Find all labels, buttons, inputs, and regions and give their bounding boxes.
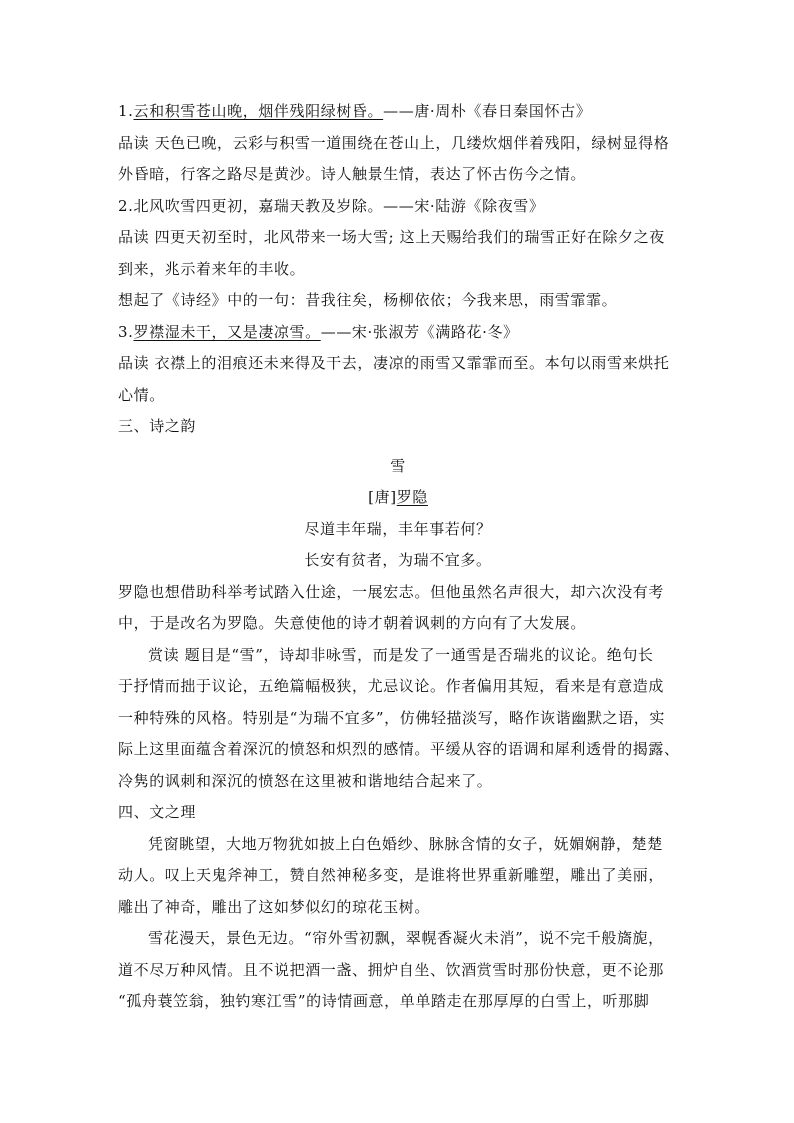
poem-title: 雪 [390,456,406,475]
poem-2-reading-text: 四更天初至时，北风带来一场大雪; 这上天赐给我们的瑞雪正好在除夕之夜 [154,228,665,246]
poem-2-source: ——宋·陆游《除夜雪》 [383,196,545,215]
poem-2-reading [118,222,678,254]
bio-line-1: 罗隐也想借助科举考试踏入仕途，一展宏志。但他虽然名声很大，却六次没有考 [118,582,665,601]
poem-line-1: 尽道丰年瑞，丰年事若何？ [304,519,492,538]
bio-line-2: 中，于是改名为罗隐。失意使他的诗才朝着讽刺的方向有了大发展。 [118,614,587,632]
reading-label: 品读 [118,228,150,246]
reading-label: 品读 [118,354,150,372]
para2-line-2: 道不尽万种风情。且不说把酒一盏、拥炉自坐、饮酒赏雪时那份快意，更不论那 [118,960,665,979]
poem-3-reading-text: 衣襟上的泪痕还未来得及干去，凄凉的雨雪又霏霏而至。本句以雨雪来烘托 [154,354,670,372]
poem-3-reading-cont: 心情。 [118,385,165,404]
poem-1-reading-text: 天色已晚，云彩与积雪一道围绕在苍山上，几缕炊烟伴着残阳，绿树显得格 [154,133,670,152]
para1-line-1: 凭窗眺望，大地万物犹如披上白色婚纱、脉脉含情的女子，妩媚娴静，楚楚 [148,834,663,853]
poem-3-number: 3. [118,322,134,341]
poem-author: 罗隐 [396,488,428,506]
poem-1-heading [118,96,678,128]
appreciation-line-4: 际上这里面蕴含着深沉的愤怒和炽烈的感情。平缓从容的语调和犀利透骨的揭露、 [118,740,680,758]
appreciation-line-3: 一种特殊的风格。特别是“为瑞不宜多”，仿佛轻描淡写，略作诙谐幽默之语，实 [118,708,665,727]
poem-3-source: ——宋·张淑芳《满路花·冬》 [320,322,519,341]
appreciation-line-2: 于抒情而拙于议论，五绝篇幅极狭，尤忌议论。作者偏用其短，看来是有意造成 [118,677,665,695]
poem-line-2: 长安有贫者，为瑞不宜多。 [304,551,492,569]
para1-line-3: 雕出了神奇，雕出了这如梦似幻的琼花玉树。 [118,897,431,916]
poem-author-line [118,482,678,514]
appreciation-text: 题目是“雪”，诗却非咏雪，而是发了一通雪是否瑞兆的议论。绝句长 [184,645,654,664]
appreciation-line-5: 冷隽的讽刺和深沉的愤怒在这里被和谐地结合起来了。 [118,771,493,790]
appreciation-line-1 [118,640,678,672]
poem-2-heading [118,191,678,223]
reading-label: 品读 [118,133,150,152]
poem-3-heading [118,317,678,349]
para1-line-2: 动人。叹上天鬼斧神工，赞自然神秘多变，是谁将世界重新雕塑，雕出了美丽， [118,866,665,884]
poem-3-line: 罗襟湿未干，又是凄凉雪。 [133,322,321,341]
poem-2-number: 2. [118,196,134,215]
poem-1-reading [118,128,678,160]
para2-line-1: 雪花漫天，景色无边。“帘外雪初飘，翠幌香凝火未消”，说不完千般旖旎， [148,929,664,947]
appreciation-label: 赏读 [148,645,180,664]
poem-1-number: 1. [118,102,134,120]
poem-3-reading [118,348,678,380]
para2-line-3: “孤舟蓑笠翁，独钓寒江雪”的诗情画意，单单踏走在那厚厚的白雪上，听那脚 [118,992,650,1010]
poem-2-reading-cont: 到来，兆示着来年的丰收。 [118,259,306,278]
poem-1-reading-cont: 外昏暗，行客之路尽是黄沙。诗人触景生情，表达了怀古伤今之情。 [118,165,587,183]
poem-2-line: 北风吹雪四更初，嘉瑞天教及岁除。 [133,196,384,215]
section-3-heading: 三、诗之韵 [118,417,197,435]
section-4-heading: 四、文之理 [118,803,197,821]
poem-1-source: ——唐·周朴《春日秦国怀古》 [383,102,592,120]
poem-dynasty: [唐] [368,488,397,506]
poem-2-extra: 想起了《诗经》中的一句：昔我往矣，杨柳依依；今我来思，雨雪霏霏。 [118,291,618,309]
document-page [118,96,678,1018]
poem-1-line: 云和积雪苍山晚，烟伴残阳绿树昏。 [133,102,384,120]
